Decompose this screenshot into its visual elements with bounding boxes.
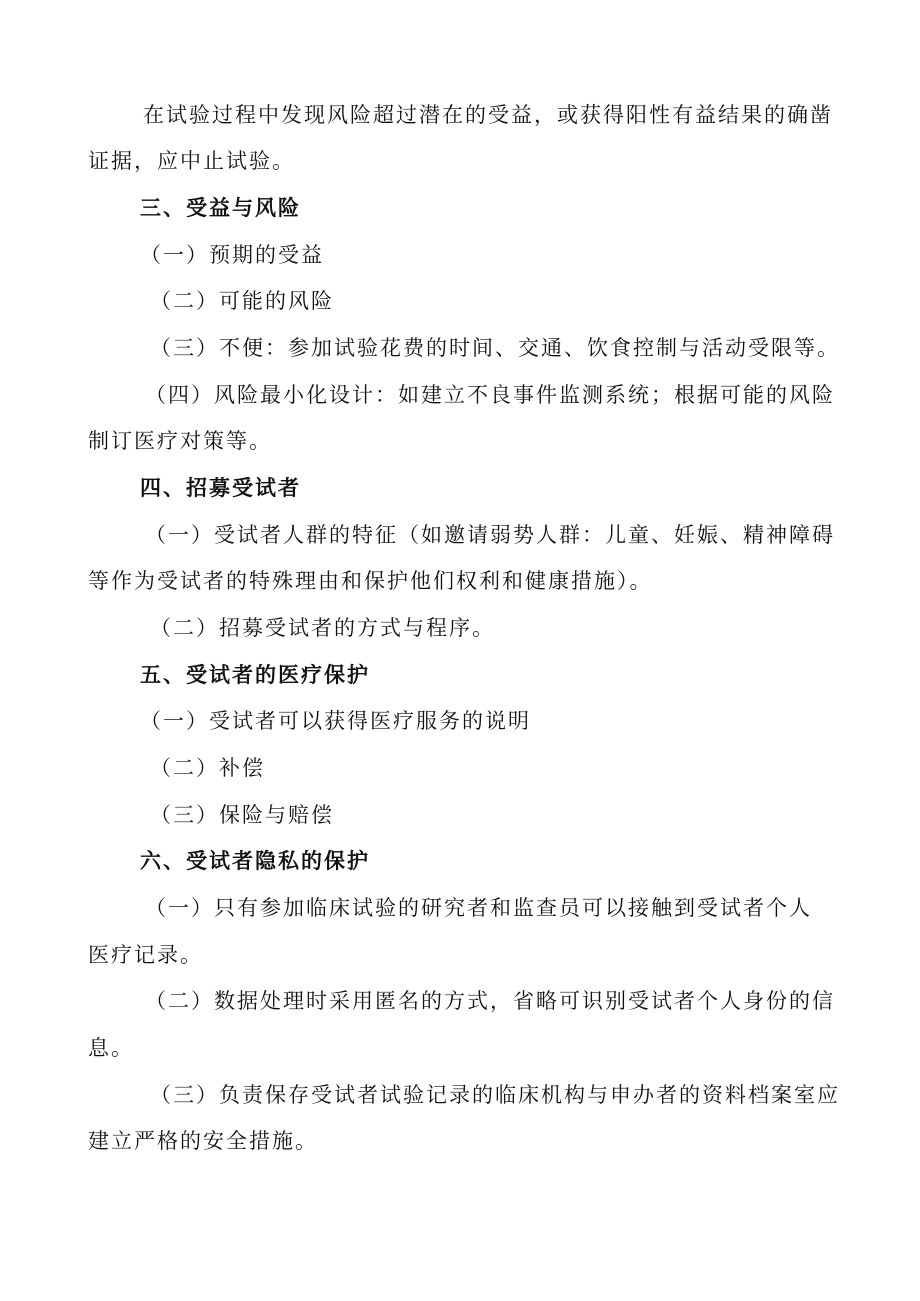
list-item: （四）风险最小化设计：如建立不良事件监测系统；根据可能的风险 [145,383,835,407]
paragraph-line: 等作为受试者的特殊理由和保护他们权利和健康措施）。 [88,569,653,593]
list-item: （一）受试者可以获得医疗服务的说明 [140,709,531,733]
section-heading-3: 三、受益与风险 [140,196,301,220]
section-heading-6: 六、受试者隐私的保护 [140,849,370,873]
list-item: （一）受试者人群的特征（如邀请弱势人群：儿童、妊娠、精神障碍 [145,523,835,547]
paragraph-line: 证据，应中止试验。 [88,149,295,173]
paragraph-line: 在试验过程中发现风险超过潜在的受益，或获得阳性有益结果的确凿 [143,103,833,127]
paragraph-line: 息。 [88,1036,134,1060]
list-item: （三）保险与赔偿 [150,803,334,827]
list-item: （二）可能的风险 [150,289,334,313]
list-item: （二）数据处理时采用匿名的方式，省略可识别受试者个人身份的信 [145,989,835,1013]
list-item: （二）招募受试者的方式与程序。 [150,616,495,640]
list-item: （三）负责保存受试者试验记录的临床机构与申办者的资料档案室应 [150,1083,840,1107]
list-item: （二）补偿 [150,756,265,780]
list-item: （三）不便：参加试验花费的时间、交通、饮食控制与活动受限等。 [150,336,840,360]
list-item: （一）预期的受益 [140,243,324,267]
paragraph-line: 医疗记录。 [88,943,203,967]
paragraph-line: 制订医疗对策等。 [88,429,272,453]
list-item: （一）只有参加临床试验的研究者和监查员可以接触到受试者个人 [145,896,812,920]
section-heading-5: 五、受试者的医疗保护 [140,663,370,687]
paragraph-line: 建立严格的安全措施。 [88,1129,318,1153]
section-heading-4: 四、招募受试者 [140,476,301,500]
